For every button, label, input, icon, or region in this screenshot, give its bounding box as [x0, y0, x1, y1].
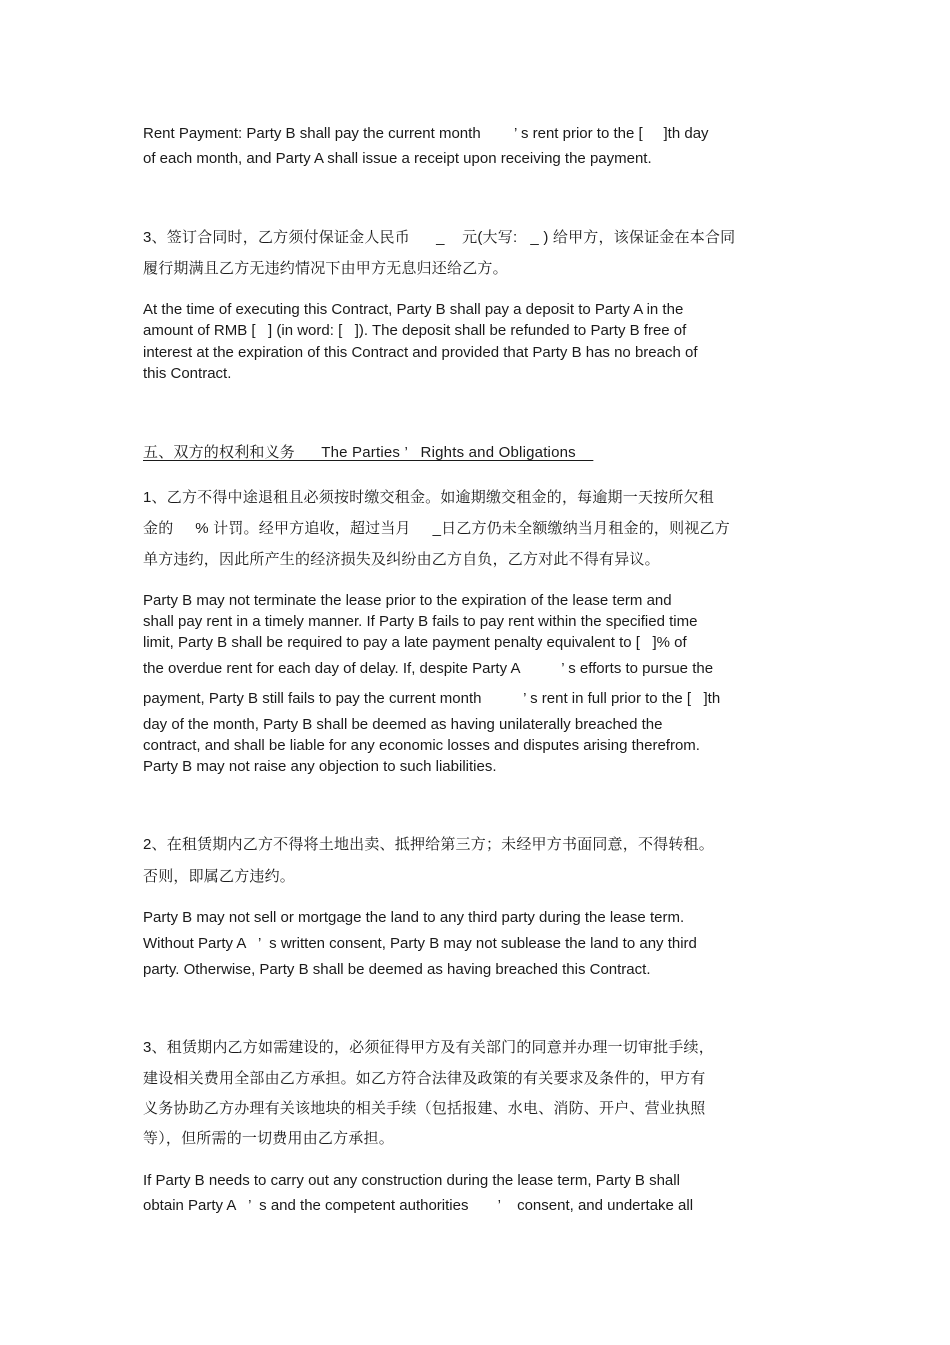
clause-3-zh-line-3: 义务协助乙方办理有关该地块的相关手续（包括报建、水电、消防、开户、营业执照 — [143, 1100, 706, 1117]
clause-1-zh-line-3: 单方违约，因此所产生的经济损失及纠纷由乙方自负，乙方对此不得有异议。 — [143, 551, 660, 568]
clause-1-en-line-8: Party B may not raise any objection to such liabilities. — [143, 758, 497, 775]
clause-1-en-line-2: shall pay rent in a timely manner. If Party B fails to pay rent within the specified time — [143, 613, 698, 630]
rent-payment-line-2: of each month, and Party A shall issue a receipt upon receiving the payment. — [143, 150, 652, 167]
clause-3-en-line-1: If Party B needs to carry out any construction during the lease term, Party B shall — [143, 1172, 680, 1189]
deposit-clause-zh-line-1: 3、签订合同时，乙方须付保证金人民币 _ 元(大写: _ ) 给甲方，该保证金在本合同 — [143, 229, 736, 246]
clause-2-en-line-3: party. Otherwise, Party B shall be deemed as having breached this Contract. — [143, 961, 651, 978]
clause-2-zh-line-1: 2、在租赁期内乙方不得将土地出卖、抵押给第三方；未经甲方书面同意，不得转租。 — [143, 836, 714, 853]
clause-2-zh-line-2: 否则，即属乙方违约。 — [143, 868, 296, 885]
clause-3-zh-line-1: 3、租赁期内乙方如需建设的，必须征得甲方及有关部门的同意并办理一切审批手续， — [143, 1039, 714, 1056]
deposit-clause-en-line-3: interest at the expiration of this Contract and provided that Party B has no breach of — [143, 344, 698, 361]
deposit-clause-en-line-1: At the time of executing this Contract, Party B shall pay a deposit to Party A in the — [143, 301, 684, 318]
clause-2-en-line-1: Party B may not sell or mortgage the land to any third party during the lease term. — [143, 909, 685, 926]
clause-3-zh-line-4: 等），但所需的一切费用由乙方承担。 — [143, 1130, 394, 1147]
deposit-clause-en-line-2: amount of RMB [ ] (in word: [ ]). The deposit shall be refunded to Party B free of — [143, 322, 687, 339]
deposit-clause-zh-line-2: 履行期满且乙方无违约情况下由甲方无息归还给乙方。 — [143, 260, 508, 277]
clause-1-en-line-3: limit, Party B shall be required to pay a late payment penalty equivalent to [ ]% of — [143, 634, 687, 651]
clause-1-zh-line-2: 金的 % 计罚。经甲方追收，超过当月 _日乙方仍未全额缴纳当月租金的，则视乙方 — [143, 520, 730, 537]
clause-1-en-line-6: day of the month, Party B shall be deemed as having unilaterally breached the — [143, 716, 663, 733]
clause-3-en-line-2: obtain Party A ’ s and the competent authorities ’ consent, and undertake all — [143, 1197, 694, 1214]
clause-1-zh-line-1: 1、乙方不得中途退租且必须按时缴交租金。如逾期缴交租金的，每逾期一天按所欠租 — [143, 489, 714, 506]
clause-1-en-line-1: Party B may not terminate the lease prior to the expiration of the lease term and — [143, 592, 672, 609]
clause-2-en-line-2: Without Party A ’ s written consent, Party B may not sublease the land to any third — [143, 935, 697, 952]
clause-1-en-line-4: the overdue rent for each day of delay. If, despite Party A ’ s efforts to pursue the — [143, 660, 714, 677]
clause-1-en-line-7: contract, and shall be liable for any economic losses and disputes arising therefrom. — [143, 737, 700, 754]
deposit-clause-en-line-4: this Contract. — [143, 365, 232, 382]
rent-payment-line-1: Rent Payment: Party B shall pay the current month ’ s rent prior to the [ ]th day — [143, 125, 709, 142]
section-heading-rights-obligations: 五、双方的权利和义务 The Parties ’ Rights and Obligations — [143, 444, 594, 461]
clause-1-en-line-5: payment, Party B still fails to pay the current month ’ s rent in full prior to the [ ]th — [143, 690, 721, 707]
clause-3-zh-line-2: 建设相关费用全部由乙方承担。如乙方符合法律及政策的有关要求及条件的，甲方有 — [143, 1070, 706, 1087]
